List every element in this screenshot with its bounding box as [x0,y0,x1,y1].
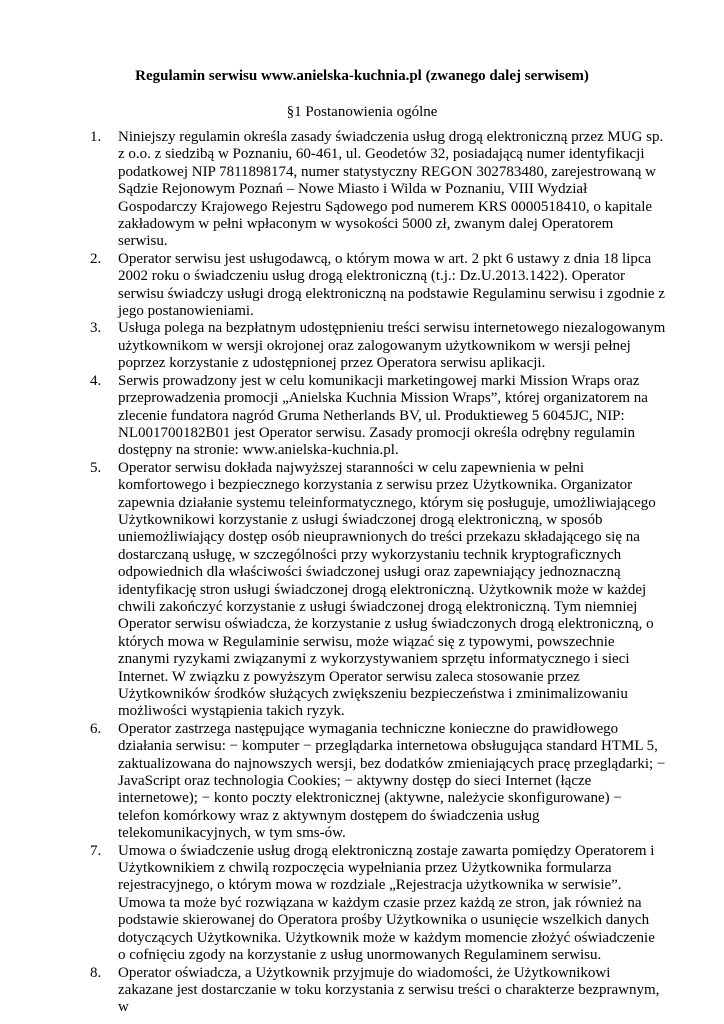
item-text: Niniejszy regulamin określa zasady świadczenia usług drogą elektroniczną przez MUG sp. z o.o. z siedzibą w Poznaniu, 60-461, ul. Geodetów 32, posiadającą numer identyfikacji podatkowej NIP 7811898174, numer statystyczny REGON 302783480, zarejestrowaną w Sądzie Rejonowym Poznań – Nowe Miasto i Wilda w Poznaniu, VIII Wydział Gospodarczy Krajowego Rejestru Sądowego pod numerem KRS 0000518410, o kapitale zakładowym w pełni wpłaconym w wysokości 5000 zł, zwanym dalej Operatorem serwisu. [118,129,664,250]
document-title: Regulamin serwisu www.anielska-kuchnia.pl (zwanego dalej serwisem) [135,68,589,84]
section-heading: §1 Postanowienia ogólne [286,104,438,120]
item-number: 2. [90,250,102,267]
item-text: Operator serwisu jest usługodawcą, o którym mowa w art. 2 pkt 6 ustawy z dnia 18 lipca 2002 roku o świadczeniu usług drogą elektroniczną (t.j.: Dz.U.2013.1422). Operator serwisu świadczy usługi drogą elektroniczną na podstawie Regulaminu serwisu i zgodnie z jego postanowieniami. [118,250,665,320]
item-number: 1. [90,129,102,145]
item-text: Serwis prowadzony jest w celu komunikacji marketingowej marki Mission Wraps oraz przeprowadzenia promocji „Anielska Kuchnia Mission Wraps”, której organizatorem na zlecenie fundatora nagród Gruma Netherlands BV, ul. Produktieweg 5 6045JC, NIP: NL001700182B01 jest Operator serwisu. Zasady promocji określa odrębny regulamin dostępny na stronie: www.anielska-kuchnia.pl. [118,372,648,459]
regulation-list [0,129,666,1017]
list-item [0,129,666,251]
item-text: Operator serwisu dokłada najwyższej staranności w celu zapewnienia w pełni komfortowego i bezpiecznego korzystania z serwisu przez Użytkownika. Organizator zapewnia działanie systemu teleinformatycznego, którym się posługuje, umożliwiającego Użytkownikowi korzystanie z usługi świadczonej drogą elektroniczną, w sposób uniemożliwiający dostęp osób nieuprawnionych do treści przekazu składającego się na dostarczaną usługę, w szczególności przy wykorzystaniu technik kryptograficznych odpowiednich dla właściwości świadczonej usługi oraz zapewniający jednoznaczną identyfikację stron usługi świadczonej drogą elektroniczną. Użytkownik może w każdej chwili zakończyć korzystanie z usługi świadczonej drogą elektroniczną. Tym niemniej Operator serwisu oświadcza, że korzystanie z usług świadczonych drogą elektroniczną, o których mowa w Regulaminie serwisu, może wiązać się z typowymi, powszechnie znanymi ryzykami związanymi z wykorzystywaniem sprzętu informatycznego i sieci Internet. W związku z powyższym Operator serwisu zaleca stosowanie przez Użytkowników środków służących zwiększeniu bezpieczeństwa i zminimalizowaniu możliwości wystąpienia takich ryzyk. [118,459,656,720]
item-text: Usługa polega na bezpłatnym udostępnieniu treści serwisu internetowego niezalogowanym użytkownikom w wersji okrojonej oraz zalogowanym użytkownikom w wersji pełnej poprzez korzystanie z udostępnionej przez Operatora serwisu aplikacji. [118,320,666,372]
item-text: Operator zastrzega następujące wymagania techniczne konieczne do prawidłowego działania serwisu: − komputer − przeglądarka internetowa obsługująca standard HTML 5, zaktualizowana do najnowszych wersji, bez dodatków zmieniających pracę przeglądarki; − JavaScript oraz technologia Cookies; − aktywny dostęp do sieci Internet (łącze internetowe); − konto poczty elektronicznej (aktywne, należycie skonfigurowane) − telefon komórkowy wraz z aktywnym dostępem do świadczenia usług telekomunikacyjnych, w tym sms-ów. [118,720,666,842]
item-number: 7. [90,842,102,859]
item-number: 4. [90,372,102,389]
item-number: 8. [90,964,102,981]
list-item [0,843,666,965]
list-item [0,251,666,321]
item-text: Operator oświadcza, a Użytkownik przyjmuje do wiadomości, że Użytkownikowi zakazane jest dostarczanie w toku korzystania z serwisu treści o charakterze bezprawnym, w [118,964,660,1016]
item-number: 5. [90,459,102,476]
list-item [0,373,666,460]
list-item [0,460,666,721]
list-item [0,320,666,372]
item-number: 6. [90,720,102,737]
item-number: 3. [90,320,102,337]
list-item [0,721,666,843]
item-text: Umowa o świadczenie usług drogą elektroniczną zostaje zawarta pomiędzy Operatorem i Użytkownikiem z chwilą rozpoczęcia wypełniania przez Użytkownika formularza rejestracyjnego, o którym mowa w rozdziale „Rejestracja użytkownika w serwisie”. Umowa ta może być rozwiązana w każdym czasie przez każdą ze stron, jak również na podstawie skierowanej do Operatora prośby Użytkownika o usunięcie wszelkich danych dotyczących Użytkownika. Użytkownik może w każdym momencie złożyć oświadczenie o cofnięciu zgody na korzystanie z usług unormowanych Regulaminem serwisu. [118,842,655,964]
list-item [0,965,666,1017]
